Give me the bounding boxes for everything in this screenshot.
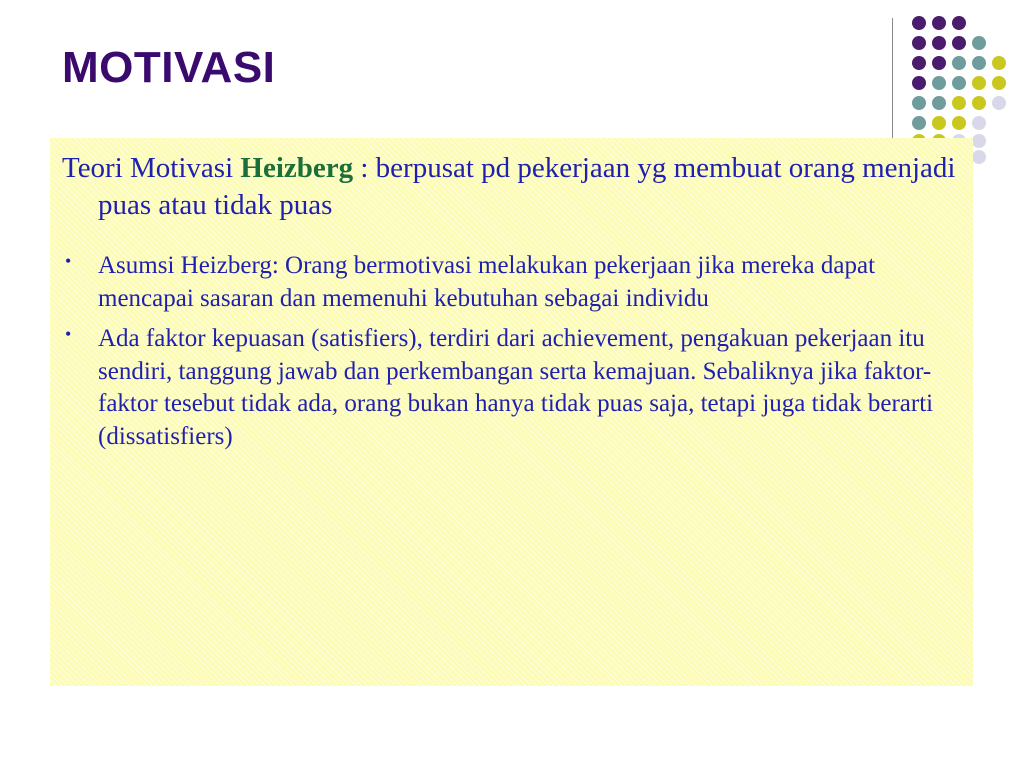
slide-title: MOTIVASI bbox=[62, 43, 276, 92]
intro-suffix: : berpusat pd pekerjaan yg membuat orang menjadi puas atau tidak puas bbox=[98, 152, 956, 221]
decorative-vertical-line bbox=[892, 18, 893, 138]
decorative-dot bbox=[972, 76, 986, 90]
intro-prefix: Teori Motivasi bbox=[62, 152, 241, 184]
intro-paragraph bbox=[62, 150, 978, 223]
decorative-dot bbox=[972, 116, 986, 130]
decorative-dot bbox=[972, 134, 986, 148]
decorative-dot bbox=[912, 56, 926, 70]
bullet-item bbox=[62, 323, 962, 453]
decorative-dot bbox=[972, 96, 986, 110]
decorative-dot bbox=[992, 56, 1006, 70]
decorative-dot bbox=[992, 96, 1006, 110]
decorative-dot bbox=[952, 76, 966, 90]
decorative-dot bbox=[912, 76, 926, 90]
bullet-text: Ada faktor kepuasan (satisfiers), terdiri dari achievement, pengakuan pekerjaan itu sendiri, tanggung jawab dan perkembangan serta kemajuan. Sebaliknya jika faktor-faktor tesebut tidak ada, orang bukan hanya tidak puas saja, tetapi juga tidak berarti (dissatisfiers) bbox=[98, 325, 934, 450]
bullet-item bbox=[62, 250, 962, 315]
decorative-dot bbox=[932, 76, 946, 90]
decorative-dot bbox=[952, 56, 966, 70]
intro-highlight: Heizberg bbox=[240, 152, 354, 184]
decorative-dot bbox=[932, 36, 946, 50]
decorative-dot bbox=[912, 96, 926, 110]
decorative-dot bbox=[972, 36, 986, 50]
bullet-text: Asumsi Heizberg: Orang bermotivasi melakukan pekerjaan jika mereka dapat mencapai sasaran dan memenuhi kebutuhan sebagai individu bbox=[98, 252, 876, 312]
decorative-dot bbox=[932, 16, 946, 30]
decorative-dot bbox=[972, 56, 986, 70]
decorative-dot bbox=[912, 116, 926, 130]
decorative-dot bbox=[952, 16, 966, 30]
decorative-dot bbox=[912, 36, 926, 50]
decorative-dot bbox=[952, 96, 966, 110]
decorative-dot bbox=[952, 116, 966, 130]
decorative-dot bbox=[932, 96, 946, 110]
decorative-dot bbox=[992, 76, 1006, 90]
decorative-dot bbox=[932, 116, 946, 130]
decorative-dot bbox=[952, 36, 966, 50]
decorative-dot bbox=[932, 56, 946, 70]
decorative-dot bbox=[912, 16, 926, 30]
bullet-icon: • bbox=[65, 251, 72, 271]
content-box bbox=[50, 138, 973, 686]
bullet-list bbox=[62, 250, 962, 461]
bullet-icon: • bbox=[65, 324, 72, 344]
